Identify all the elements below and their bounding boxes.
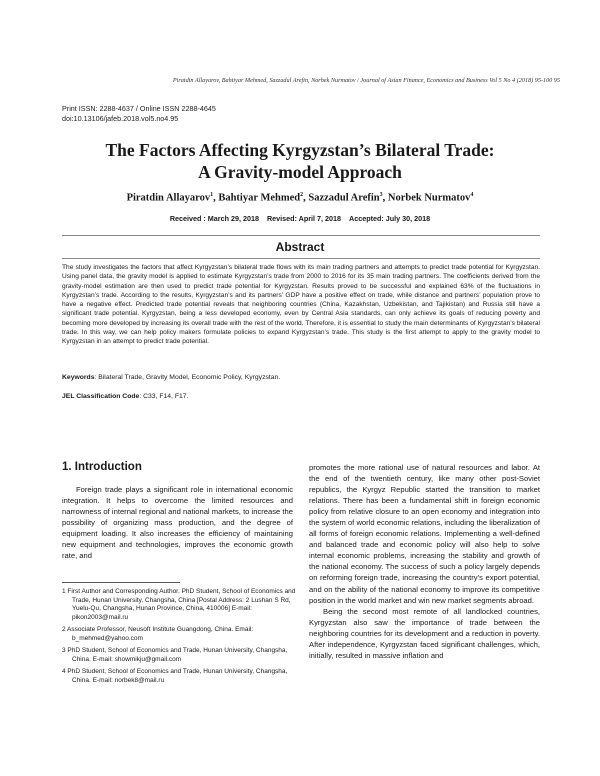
intro-paragraph-right-2: Being the second most remote of all landlocked countries, Kyrgyzstan also saw the importance of trade between the neighboring countries for its development and a reduction in poverty. After independence, Kyrgyzstan faced significant challenges, which, initially, resulted in massive inflation and xyxy=(309,606,540,660)
author-mark: 1 xyxy=(210,192,214,198)
keywords-value: : Bilateral Trade, Gravity Model, Economic Policy, Kyrgyzstan. xyxy=(94,374,281,381)
submission-dates xyxy=(40,214,560,223)
keywords-label: Keywords xyxy=(62,374,95,381)
paper-title xyxy=(40,139,560,183)
accepted-date: Accepted: July 30, 2018 xyxy=(349,214,431,223)
jel-classification xyxy=(62,393,540,400)
author-name: Norbek Nurmatov xyxy=(387,192,471,204)
footnote-1: 1 First Author and Corresponding Author. PhD Student, School of Economics and Trade, Hunan University, Changsha, China [Postal Address: 2 Lushan S Rd, Yuelu-Qu, Changsha, Hunan Province, China, 410006] E-mail: pikon2003@mail.ru xyxy=(62,588,296,622)
author-name: Piratdin Allayarov xyxy=(126,192,211,204)
footnotes xyxy=(62,588,298,689)
received-date: Received : March 29, 2018 xyxy=(169,214,259,223)
footnote-4: 4 PhD Student, School of Economics and Trade, Hunan University, Changsha, China. E-mail: norbek8@mail.ru xyxy=(62,668,288,684)
keywords xyxy=(62,374,540,381)
author-separator: , xyxy=(213,192,219,204)
issn-line: Print ISSN: 2288-4637 / Online ISSN 2288-4645 xyxy=(62,104,216,113)
abstract-body: The study investigates the factors that affect Kyrgyzstan’s bilateral trade flows with its main trading partners and attempts to predict trade potential for Kyrgyzstan. Using panel data, the gravity model is applied to estimate Kyrgyzstan’s trade from 2000 to 2016 for its 35 main trading partners. The coefficients derived from the gravity-model estimation are then used to predict trade potential for Kyrgyzstan. Results proved to be successful and explained 63% of the fluctuations in Kyrgyzstan’s trade. According to the results, Kyrgyzstan’s and its partners’ GDP have a positive effect on trade, while distance and partners’ population prove to have a negative effect. Predicted trade potential reveals that neighboring countries (China, Kazakhstan, Uzbekistan, and Tajikistan) and Russia still have a significant trade potential. Kyrgyzstan, being a less developed economy, even by Central Asia standards, can only achieve its goals of reducing poverty and becoming more developed by increasing its overall trade with the rest of the world. Therefore, it is essential to study the main determinants of Kyrgyzstan’s bilateral trade. In this way, we can help policy makers formulate policies to expand Kyrgyzstan’s trade. This study is the first attempt to apply to the gravity model to Kyrgyzstan in an attempt to predict trade potential. xyxy=(62,264,540,345)
intro-paragraph-right-1: promotes the more rational use of natural resources and labor. At the end of the twentieth century, like many other post-Soviet republics, the Kyrgyz Republic started the transition to market relations. There has been a fundamental shift in foreign economic policy from relative closure to an open economy and integration into the system of world economic relations, including the liberalization of all forms of foreign economic relations. Implementing a well-defined and balanced trade and economic policy will also help to solve internal economic problems, increasing the stability and growth of the national economy. The success of such a policy largely depends on reforming foreign trade, increasing the country’s export potential, and on the ability of the national economy to improve its competitive position in the world market and win new market segments abroad. xyxy=(309,463,540,605)
doi-line: doi:10.13106/jafeb.2018.vol5.no4.95 xyxy=(62,113,179,123)
right-column xyxy=(309,462,540,661)
author-name: Bahtiyar Mehmed xyxy=(218,192,301,204)
intro-paragraph-left: Foreign trade plays a significant role in international economic integration. It helps to overcome the limited resources and narrowness of internal regional and national markets, to increase the possibility of organizing mass production, and the degree of equipment loading. It also increases the efficiency of maintaining new equipment and technologies, improves the economic growth rate, and xyxy=(62,485,293,561)
footnote-rule xyxy=(62,582,180,583)
jel-value: : C33, F14, F17. xyxy=(139,393,189,400)
title-line-2: A Gravity-model Approach xyxy=(198,162,402,182)
footnote-3: 3 PhD Student, School of Economics and Trade, Hunan University, Changsha, China. E-mail: showmikju@gmail.com xyxy=(62,647,288,663)
running-header: Piratdin Allayarov, Bahtiyar Mehmed, Sazzadul Arefin, Norbek Nurmatov / Journal of Asian Finance, Economics and Business Vol 5 No 4 (2018) 95-100 95 xyxy=(172,77,560,84)
revised-date: Revised: April 7, 2018 xyxy=(266,214,342,223)
author-mark: 4 xyxy=(470,192,474,198)
section-heading-introduction: 1. Introduction xyxy=(62,461,142,473)
author-name: Sazzadul Arefin xyxy=(308,192,380,204)
author-mark: 3 xyxy=(379,192,383,198)
author-separator: , xyxy=(303,192,309,204)
abstract-rule-bottom xyxy=(62,258,540,259)
author-list xyxy=(40,192,560,204)
author-mark: 2 xyxy=(300,192,304,198)
author-separator: , xyxy=(382,192,388,204)
abstract-rule-top xyxy=(62,235,540,236)
abstract-heading: Abstract xyxy=(275,240,325,254)
footnote-2: 2 Associate Professor, Neusoft Institute Guangdong, China. Email: b_mehmed@yahoo.com xyxy=(62,626,254,643)
issn-block xyxy=(62,104,216,123)
jel-label: JEL Classification Code xyxy=(62,393,140,400)
title-line-1: The Factors Affecting Kyrgyzstan’s Bilateral Trade: xyxy=(105,140,495,160)
